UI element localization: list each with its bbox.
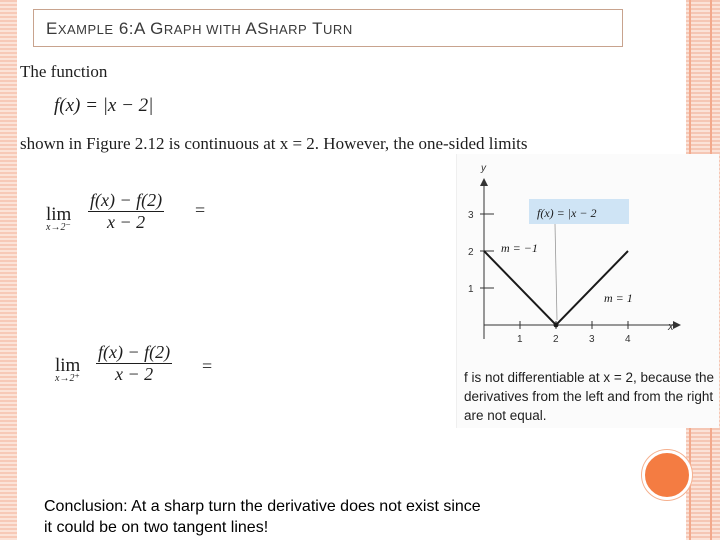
lim2-fraction: [96, 342, 172, 385]
lim2-word: lim: [55, 355, 81, 376]
function-label-pointer: [555, 224, 557, 320]
left-slope-label: m = −1: [501, 241, 538, 255]
y-tick-label: 2: [468, 247, 474, 258]
orange-circle-decoration: [642, 450, 692, 500]
conclusion-text: [44, 496, 564, 538]
x-tick-label: 3: [589, 334, 595, 345]
lim1-subscript: x→2⁻: [46, 222, 71, 233]
x-tick-label: 1: [517, 334, 523, 345]
title-part: 6:A: [113, 19, 151, 38]
lim2-equals: =: [202, 356, 213, 376]
y-tick-label: 3: [468, 210, 474, 221]
left-decorative-border: [0, 0, 17, 540]
lim1-operator: [46, 204, 71, 233]
lim1-numerator: f(x) − f(2): [90, 190, 163, 210]
title-part: WITH: [201, 22, 246, 37]
title-part: G: [150, 19, 164, 38]
y-axis-label: y: [481, 163, 486, 174]
conclusion-line-1: Conclusion: At a sharp turn the derivative does not exist since: [44, 498, 481, 515]
function-definition: f(x) = |x − 2|: [54, 95, 154, 116]
title-part: URN: [323, 22, 353, 37]
lim1-equals: =: [195, 200, 206, 220]
lim2-numerator: f(x) − f(2): [98, 342, 171, 362]
lim2-subscript: x→2⁺: [55, 373, 80, 384]
title-part: RAPH: [163, 22, 202, 37]
absolute-value-graph: [457, 154, 719, 364]
conclusion-line-2: it could be on two tangent lines!: [44, 519, 269, 536]
lim2-operator: [55, 355, 80, 384]
slide-title: [46, 19, 353, 39]
x-axis-label: x: [668, 321, 674, 333]
x-tick-label: 4: [625, 334, 631, 345]
slide-title-box: [33, 9, 623, 47]
continuity-statement: shown in Figure 2.12 is continuous at x = 2. However, the one-sided limits: [20, 134, 528, 153]
title-part: E: [46, 19, 58, 38]
title-part: S: [257, 19, 270, 38]
lim1-word: lim: [46, 204, 72, 225]
title-part: A: [245, 19, 258, 38]
vertex-point: [554, 323, 559, 328]
x-tick-label: 2: [553, 334, 559, 345]
lim1-denominator: x − 2: [106, 212, 146, 232]
title-part: XAMPLE: [57, 22, 114, 37]
right-slope-label: m = 1: [604, 291, 633, 305]
figure-caption: f is not differentiable at x = 2, because the derivatives from the left and from the right are not equal.: [464, 370, 715, 423]
lim1-fraction: [88, 190, 164, 233]
y-tick-label: 1: [468, 284, 474, 295]
lim2-denominator: x − 2: [114, 364, 154, 384]
title-part: HARP: [269, 22, 308, 37]
function-label: f(x) = |x − 2: [537, 206, 597, 220]
intro-text: The function: [20, 62, 108, 81]
title-part: T: [307, 19, 324, 38]
